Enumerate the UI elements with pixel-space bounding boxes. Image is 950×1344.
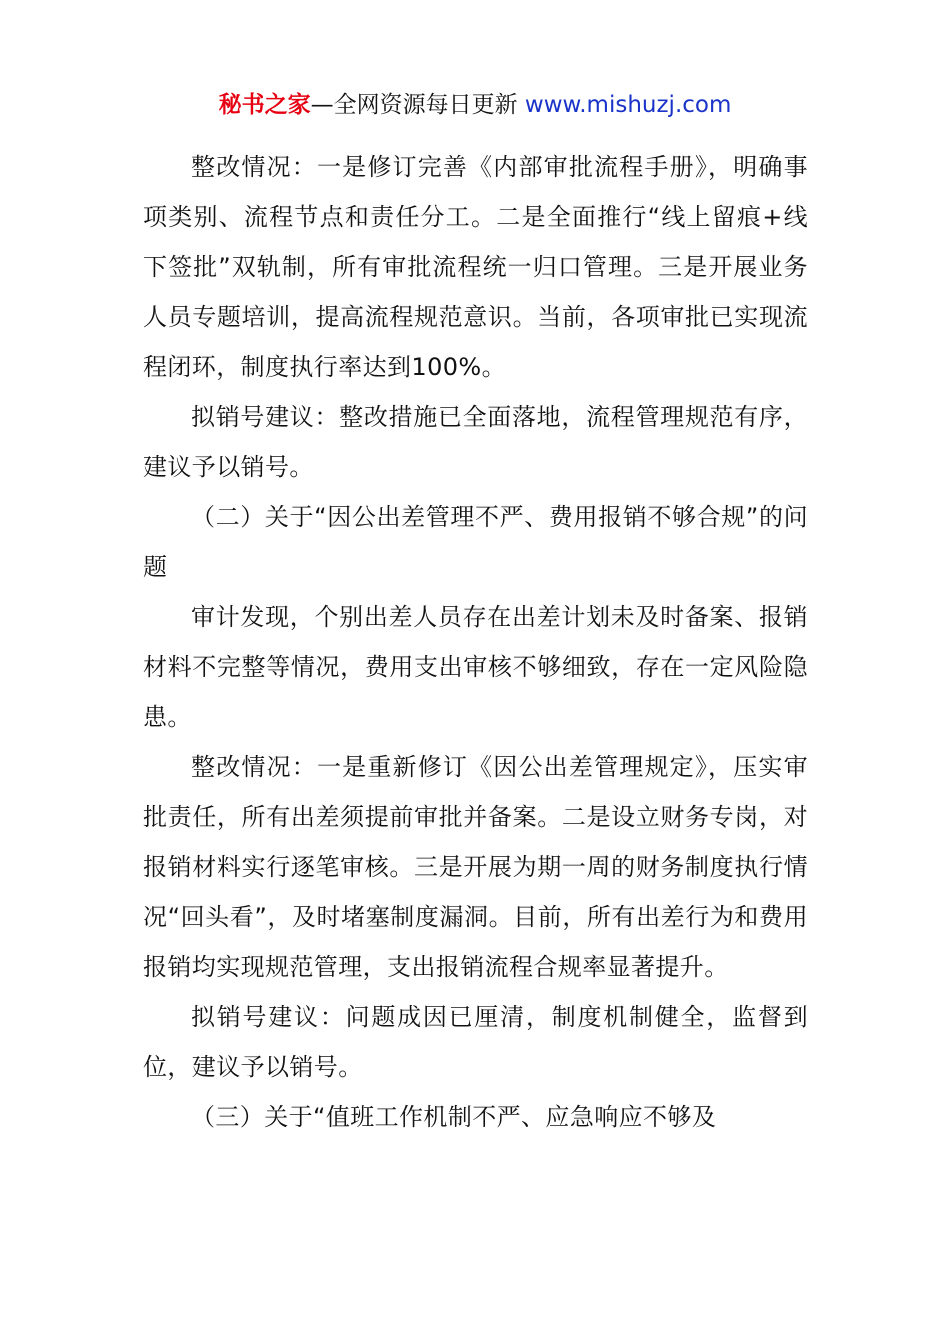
site-url-link[interactable]: www.mishuzj.com: [524, 92, 732, 118]
site-slogan: —全网资源每日更新: [310, 92, 525, 118]
site-header: [0, 88, 950, 122]
section-heading-3: （三）关于“值班工作机制不严、应急响应不够及: [191, 1103, 717, 1131]
paragraph-rectification-1: 整改情况：一是修订完善《内部审批流程手册》，明确事项类别、流程节点和责任分工。二是全面推行“线上留痕+线下签批”双轨制，所有审批流程统一归口管理。三是开展业务人员专题培训，提高流程规范意识。当前，各项审批已实现流程闭环，制度执行率达到100%。: [143, 153, 808, 381]
document-body: [143, 142, 808, 1142]
paragraph-closure-suggestion-2: 拟销号建议：问题成因已厘清，制度机制健全，监督到位，建议予以销号。: [143, 1003, 808, 1081]
paragraph-closure-suggestion-1: 拟销号建议：整改措施已全面落地，流程管理规范有序，建议予以销号。: [143, 403, 808, 481]
paragraph-rectification-2: 整改情况：一是重新修订《因公出差管理规定》，压实审批责任，所有出差须提前审批并备案。二是设立财务专岗，对报销材料实行逐笔审核。三是开展为期一周的财务制度执行情况“回头看”，及时堵塞制度漏洞。目前，所有出差行为和费用报销均实现规范管理，支出报销流程合规率显著提升。: [143, 753, 808, 981]
section-heading-2: （二）关于“因公出差管理不严、费用报销不够合规”的问题: [143, 503, 808, 581]
paragraph-audit-finding-2: 审计发现，个别出差人员存在出差计划未及时备案、报销材料不完整等情况，费用支出审核不够细致，存在一定风险隐患。: [143, 603, 808, 731]
site-brand: 秘书之家: [218, 92, 311, 118]
